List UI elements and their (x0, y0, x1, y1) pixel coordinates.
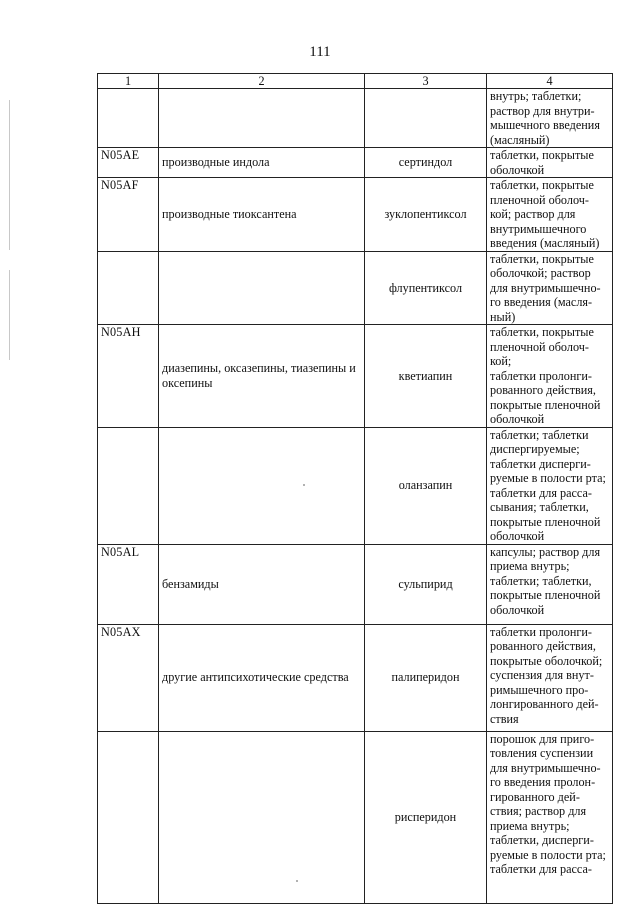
drug-table (97, 73, 613, 904)
table-row (98, 148, 613, 178)
header-cell-group: 2 (159, 74, 365, 89)
group-cell (159, 89, 365, 148)
atc-code-cell: N05AX (98, 624, 159, 731)
group-cell (159, 427, 365, 544)
atc-code-cell: N05AH (98, 325, 159, 428)
table-row (98, 89, 613, 148)
dosage-forms-cell: таблетки, покрытые оболочкой (487, 148, 613, 178)
dosage-forms-cell: таблетки; таблетки диспергируемые; таблетки дисперги-руемые в полости рта; таблетки для расса-сывания; таблетки, покрытые пленочной оболочкой (487, 427, 613, 544)
table-row (98, 624, 613, 731)
atc-code-cell (98, 427, 159, 544)
drug-name-cell (365, 89, 487, 148)
atc-code-cell (98, 731, 159, 903)
atc-code-cell: N05AE (98, 148, 159, 178)
atc-code-cell: N05AF (98, 178, 159, 252)
table-row (98, 251, 613, 325)
page-number: 111 (309, 44, 331, 60)
table-row (98, 325, 613, 428)
atc-code-cell (98, 251, 159, 325)
table-row (98, 178, 613, 252)
header-row (98, 74, 613, 89)
dosage-forms-cell: порошок для приго-товления суспензии для внутримышечно-го введения пролон-гированного дей-ствия; раствор для приема внутрь; таблетки, дисперги-руемые в полости рта; таблетки для расса- (487, 731, 613, 903)
atc-code-cell (98, 89, 159, 148)
drug-name-cell: сульпирид (365, 544, 487, 624)
dosage-forms-cell: внутрь; таблетки; раствор для внутри-мышечного введения (масляный) (487, 89, 613, 148)
dosage-forms-cell: таблетки, покрытые пленочной оболоч-кой; раствор для внутримышечного введения (масляный) (487, 178, 613, 252)
drug-name-cell: рисперидон (365, 731, 487, 903)
dosage-forms-cell: таблетки, покрытые пленочной оболоч-кой; таблетки пролонги-рованного действия, покрытые пленочной оболочкой (487, 325, 613, 428)
group-cell: производные тиоксантена (159, 178, 365, 252)
group-cell (159, 251, 365, 325)
dosage-forms-cell: таблетки пролонги-рованного действия, покрытые оболочкой; суспензия для внут-римышечного про-лонгированного дей-ствия (487, 624, 613, 731)
table-row (98, 731, 613, 903)
group-cell (159, 731, 365, 903)
atc-code-cell: N05AL (98, 544, 159, 624)
drug-name-cell: флупентиксол (365, 251, 487, 325)
scan-margin-mark (9, 100, 10, 250)
drug-name-cell: палиперидон (365, 624, 487, 731)
group-cell: производные индола (159, 148, 365, 178)
group-cell: диазепины, оксазепины, тиазепины и оксепины (159, 325, 365, 428)
drug-name-cell: зуклопентиксол (365, 178, 487, 252)
dosage-forms-cell: капсулы; раствор для приема внутрь; таблетки; таблетки, покрытые пленочной оболочкой (487, 544, 613, 624)
drug-name-cell: сертиндол (365, 148, 487, 178)
drug-name-cell: оланзапин (365, 427, 487, 544)
dosage-forms-cell: таблетки, покрытые оболочкой; раствор для внутримышечно-го введения (масля-ный) (487, 251, 613, 325)
table-row (98, 544, 613, 624)
group-cell: бензамиды (159, 544, 365, 624)
drug-name-cell: кветиапин (365, 325, 487, 428)
header-cell-drug: 3 (365, 74, 487, 89)
table-row (98, 427, 613, 544)
scan-margin-mark (9, 270, 10, 360)
header-cell-forms: 4 (487, 74, 613, 89)
group-cell: другие антипсихотические средства (159, 624, 365, 731)
header-cell-code: 1 (98, 74, 159, 89)
